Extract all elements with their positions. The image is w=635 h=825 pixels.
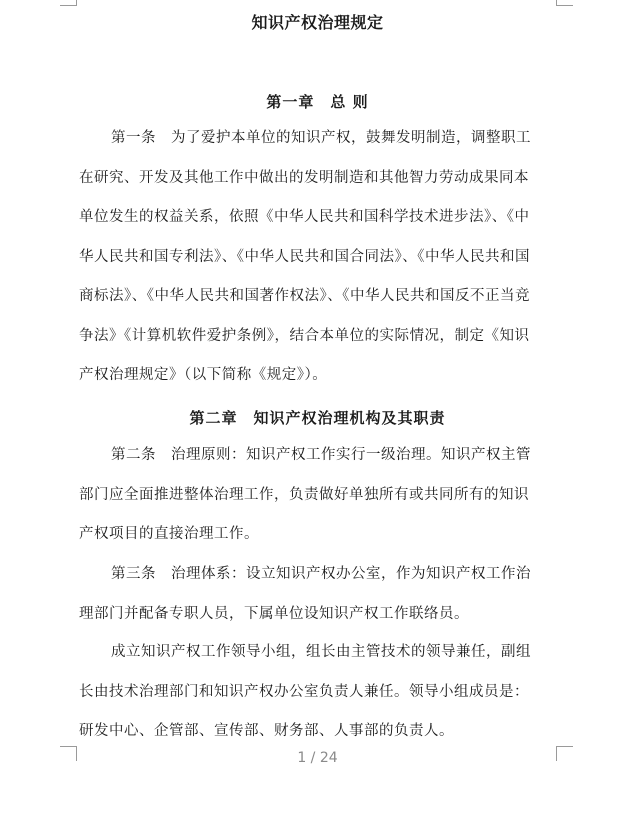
chapter-heading-1: 第一章 总 则 [266,93,369,111]
paragraph-line: 争法》《计算机软件爱护条例》，结合本单位的实际情况，制定《知识 [79,327,530,344]
paragraph-line: 研发中心、企管部、宣传部、财务部、人事部的负责人。 [79,723,454,739]
article-3 [79,555,559,634]
paragraph-line: 成立知识产权工作领导小组，组长由主管技术的领导兼任，副组 [111,644,531,660]
chapter-heading-2: 第二章 知识产权治理机构及其职责 [189,409,446,427]
paragraph-line: 华人民共和国专利法》、《中华人民共和国合同法》、《中华人民共和国 [79,248,530,265]
article-2 [79,436,559,555]
article-1 [79,119,559,396]
paragraph-line: 在研究、开发及其他工作中做出的发明制造和其他智力劳动成果同本 [79,169,529,186]
paragraph-line [79,119,559,159]
paragraph-line: 理部门并配备专职人员，下属单位设知识产权工作联络员。 [79,605,469,622]
line-text: 为了爱护本单位的知识产权，鼓舞发明制造，调整职工 [171,130,531,146]
page-indicator: 1 / 24 [297,750,338,766]
article-label: 第二条 [111,447,171,463]
paragraph-line: 单位发生的权益关系，依照《中华人民共和国科学技术进步法》、《中 [79,209,530,225]
paragraph-line: 产权项目的直接治理工作。 [79,526,259,542]
paragraph-4 [79,633,559,752]
paragraph-line: 长由技术治理部门和知识产权办公室负责人兼任。领导小组成员是： [79,683,529,700]
paragraph-line [79,555,559,595]
paragraph-line: 产权治理规定》（以下简称《规定》）。 [79,367,328,383]
paragraph-line: 商标法》、《中华人民共和国著作权法》、《中华人民共和国反不正当竞 [79,288,530,304]
crop-mark-top-right [556,0,573,6]
paragraph-line [79,436,559,476]
article-label: 第一条 [111,130,171,146]
line-text: 治理体系：设立知识产权办公室，作为知识产权工作治 [171,566,531,582]
article-label: 第三条 [111,566,171,582]
line-text: 治理原则：知识产权工作实行一级治理。知识产权主管 [171,447,531,463]
document-title: 知识产权治理规定 [251,13,384,32]
crop-mark-top-left [60,0,77,6]
paragraph-line: 部门应全面推进整体治理工作，负责做好单独所有或共同所有的知识 [79,486,529,503]
